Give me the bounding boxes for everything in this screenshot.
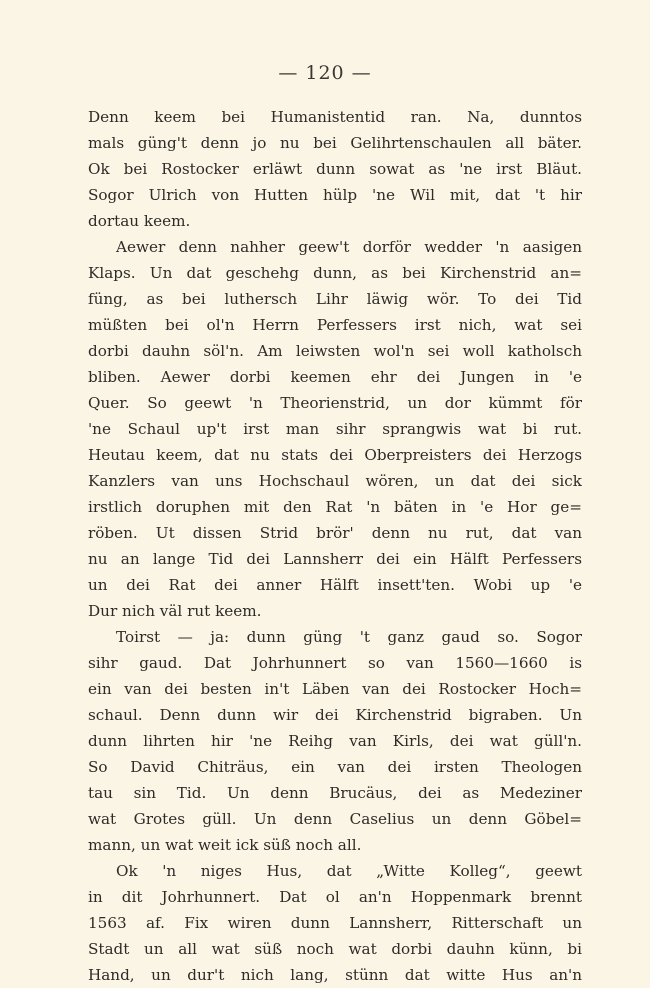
text-line: mann, un wat weit ick süß noch all. bbox=[88, 836, 362, 854]
text-line: röben. Ut dissen Strid brör' denn nu rut, dat van bbox=[88, 524, 582, 542]
text-line: in dit Johrhunnert. Dat ol an'n Hoppenmark brennt bbox=[88, 888, 582, 906]
text-line: Kanzlers van uns Hochschaul wören, un dat dei sick bbox=[88, 472, 582, 490]
text-line: Denn keem bei Humanistentid ran. Na, dunntos bbox=[88, 108, 582, 126]
page-number: — 120 — bbox=[278, 62, 372, 84]
text-line: Quer. So geewt 'n Theorienstrid, un dor kümmt för bbox=[88, 394, 582, 412]
text-line: Heutau keem, dat nu stats dei Oberpreisters dei Herzogs bbox=[88, 446, 582, 464]
text-line: un dei Rat dei anner Hälft insett'ten. Wobi up 'e bbox=[88, 576, 582, 594]
text-line: bliben. Aewer dorbi keemen ehr dei Jungen in 'e bbox=[88, 368, 582, 386]
text-line: ein van dei besten in't Läben van dei Rostocker Hoch= bbox=[88, 680, 582, 698]
text-line: müßten bei ol'n Herrn Perfessers irst nich, wat sei bbox=[88, 316, 582, 334]
text-line: Sogor Ulrich von Hutten hülp 'ne Wil mit, dat 't hir bbox=[88, 186, 582, 204]
text-line: Toirst — ja: dunn güng 't ganz gaud so. Sogor bbox=[116, 628, 582, 646]
text-line: Ok bei Rostocker erläwt dunn sowat as 'ne irst Bläut. bbox=[88, 160, 582, 178]
text-line: dorbi dauhn söl'n. Am leiwsten wol'n sei woll katholsch bbox=[88, 342, 582, 360]
text-line: schaul. Denn dunn wir dei Kirchenstrid bigraben. Un bbox=[88, 706, 582, 724]
text-line: Stadt un all wat süß noch wat dorbi dauhn künn, bi bbox=[88, 940, 582, 958]
text-line: tau sin Tid. Un denn Brucäus, dei as Medeziner bbox=[88, 784, 582, 802]
text-line: Aewer denn nahher geew't dorför wedder 'n aasigen bbox=[116, 238, 582, 256]
text-line: irstlich doruphen mit den Rat 'n bäten in 'e Hor ge= bbox=[88, 498, 582, 516]
body-text bbox=[88, 104, 582, 988]
text-line: füng, as bei luthersch Lihr läwig wör. To dei Tid bbox=[88, 290, 582, 308]
text-line: So David Chiträus, ein van dei irsten Theologen bbox=[88, 758, 582, 776]
text-line: mals güng't denn jo nu bei Gelihrtenschaulen all bäter. bbox=[88, 134, 582, 152]
text-line: dortau keem. bbox=[88, 212, 191, 230]
text-line: nu an lange Tid dei Lannsherr dei ein Hälft Perfessers bbox=[88, 550, 582, 568]
text-line: dunn lihrten hir 'ne Reihg van Kirls, dei wat güll'n. bbox=[88, 732, 582, 750]
text-line: Dur nich väl rut keem. bbox=[88, 602, 262, 620]
text-line: 1563 af. Fix wiren dunn Lannsherr, Ritterschaft un bbox=[88, 914, 582, 932]
text-line: Hand, un dur't nich lang, stünn dat witte Hus an'n bbox=[88, 966, 582, 984]
text-line: 'ne Schaul up't irst man sihr sprangwis wat bi rut. bbox=[88, 420, 582, 438]
text-line: Ok 'n niges Hus, dat „Witte Kolleg“, geewt bbox=[116, 862, 582, 880]
text-line: sihr gaud. Dat Johrhunnert so van 1560—1660 is bbox=[88, 654, 582, 672]
text-line: wat Grotes güll. Un denn Caselius un denn Göbel= bbox=[88, 810, 582, 828]
text-line: Klaps. Un dat geschehg dunn, as bei Kirchenstrid an= bbox=[88, 264, 582, 282]
